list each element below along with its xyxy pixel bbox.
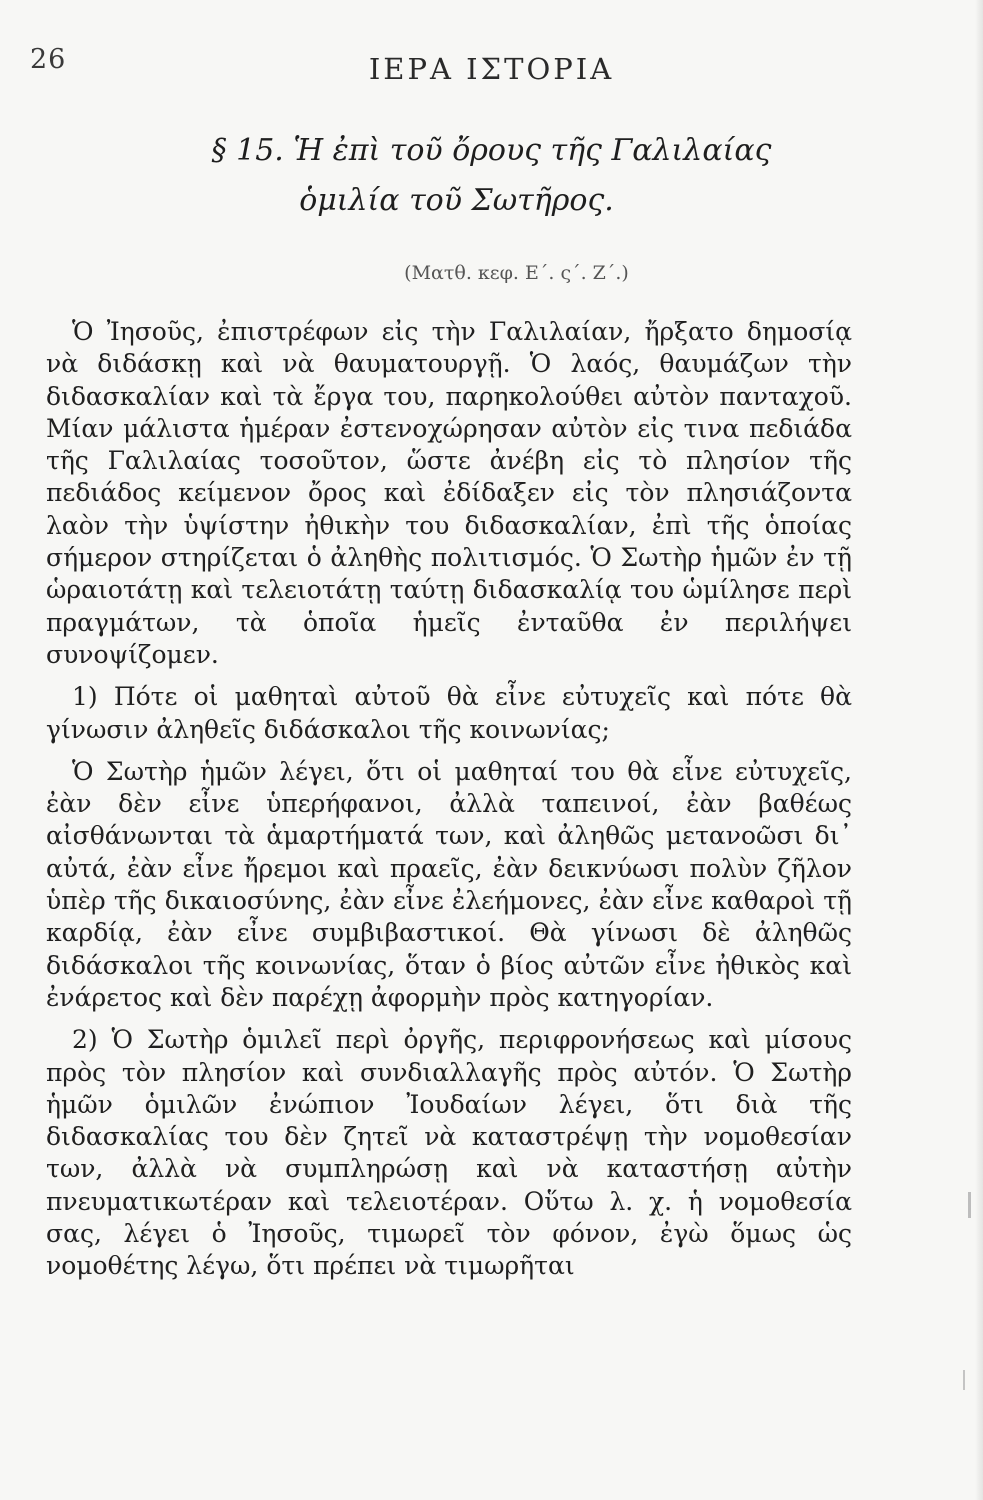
paragraph-question-1: 1) Πότε οἱ μαθηταὶ αὐτοῦ θὰ εἶνε εὐτυχεῖς καὶ πότε θὰ γίνωσιν ἀληθεῖς διδάσκαλοι τῆς κοινωνίας;: [46, 682, 852, 744]
section-title: [0, 126, 983, 226]
running-title: ΙΕΡΑ ΙΣΤΟΡΙΑ: [368, 52, 615, 86]
paragraph-answer-1: Ὁ Σωτὴρ ἡμῶν λέγει, ὅτι οἱ μαθηταί του θὰ εἶνε εὐτυχεῖς, ἐὰν δὲν εἶνε ὑπερήφανοι, ἀλλὰ ταπεινοί, ἐὰν βαθέως αἰσθάνωνται τὰ ἁμαρτήματά των, καὶ ἀληθῶς μετανοῶσι δι᾽ αὐτά, ἐὰν εἶνε ἤρεμοι καὶ πραεῖς, ἐὰν δεικνύωσι πολὺν ζῆλον ὑπὲρ τῆς δικαιοσύνης, ἐὰν εἶνε ἐλεήμονες, ἐὰν εἶνε καθαροὶ τῇ καρδίᾳ, ἐὰν εἶνε συμβιβαστικοί. Θὰ γίνωσι δὲ ἀληθῶς διδάσκαλοι τῆς κοινωνίας, ὅταν ὁ βίος αὐτῶν εἶνε ἠθικὸς καὶ ἐνάρετος καὶ δὲν παρέχῃ ἀφορμὴν πρὸς κατηγορίαν.: [46, 756, 852, 1012]
paragraph-intro: Ὁ Ἰησοῦς, ἐπιστρέφων εἰς τὴν Γαλιλαίαν, ἤρξατο δημοσίᾳ νὰ διδάσκῃ καὶ νὰ θαυματουργῇ. Ὁ λαός, θαυμάζων τὴν διδασκαλίαν καὶ τὰ ἔργα του, παρηκολούθει αὐτὸν πανταχοῦ. Μίαν μάλιστα ἡμέραν ἐστενοχώρησαν αὐτὸν εἰς τινα πεδιάδα τῆς Γαλιλαίας τοσοῦτον, ὥστε ἀνέβη εἰς τὸ πλησίον τῆς πεδιάδος κείμενον ὄρος καὶ ἐδίδαξεν εἰς τὸν πλησιάζοντα λαὸν τὴν ὑψίστην ἠθικὴν του διδασκαλίαν, ἐπὶ τῆς ὁποίας σήμερον στηρίζεται ὁ ἀληθὴς πολιτισμός. Ὁ Σωτὴρ ἡμῶν ἐν τῇ ὡραιοτάτῃ καὶ τελειοτάτῃ ταύτῃ διδασκαλίᾳ του ὡμίλησε περὶ πραγμάτων, τὰ ὁποῖα ἡμεῖς ἐνταῦθα ἐν περιλήψει συνοψίζομεν.: [46, 317, 852, 669]
scripture-reference: (Ματθ. κεφ. Ε΄. ς΄. Ζ΄.): [404, 262, 629, 284]
section-title-line-1: § 15. Ἡ ἐπὶ τοῦ ὄρους τῆς Γαλιλαίας: [211, 133, 772, 168]
section-title-line-2: ὁμιλία τοῦ Σωτῆρος.: [299, 183, 614, 218]
page-number: 26: [30, 44, 67, 75]
margin-mark: [963, 1370, 965, 1390]
paragraph-point-2: 2) Ὁ Σωτὴρ ὁμιλεῖ περὶ ὀργῆς, περιφρονήσεως καὶ μίσους πρὸς τὸν πλησίον καὶ συνδιαλλαγῆς πρὸς αὐτόν. Ὁ Σωτὴρ ἡμῶν ὁμιλῶν ἐνώπιον Ἰουδαίων λέγει, ὅτι διὰ τῆς διδασκαλίας του δὲν ζητεῖ νὰ καταστρέψῃ τὴν νομοθεσίαν των, ἀλλὰ νὰ συμπληρώσῃ καὶ νὰ καταστήσῃ αὐτὴν πνευματικωτέραν καὶ τελειοτέραν. Οὕτω λ. χ. ἡ νομοθεσία σας, λέγει ὁ Ἰησοῦς, τιμωρεῖ τὸν φόνον, ἐγὼ ὅμως ὡς νομοθέτης λέγω, ὅτι πρέπει νὰ τιμωρῆται: [46, 1025, 852, 1281]
body-text: [46, 316, 852, 1293]
margin-mark: [968, 1192, 971, 1218]
